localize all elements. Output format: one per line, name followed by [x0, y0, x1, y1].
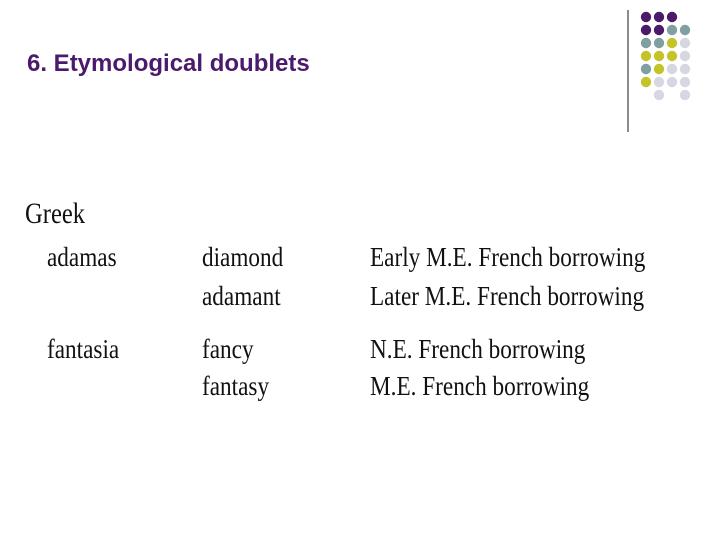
decorative-dot: [641, 38, 651, 48]
doublet-word: diamond: [202, 242, 284, 272]
doublet-word: fancy: [202, 334, 254, 364]
decorative-dot: [641, 77, 651, 87]
decorative-dot: [680, 25, 690, 35]
decorative-dot: [641, 25, 651, 35]
decorative-dot: [680, 90, 690, 100]
borrowing-note: Later M.E. French borrowing: [370, 281, 645, 311]
source-word: adamas: [47, 242, 117, 272]
decorative-dot: [680, 77, 690, 87]
decorative-dot: [654, 51, 664, 61]
decorative-divider-line: [627, 10, 629, 132]
decorative-dot: [667, 25, 677, 35]
source-word: fantasia: [47, 334, 120, 364]
decorative-dot: [680, 51, 690, 61]
decorative-dot: [641, 64, 651, 74]
decorative-dot: [654, 64, 664, 74]
decorative-dot: [641, 51, 651, 61]
borrowing-note: M.E. French borrowing: [370, 371, 590, 401]
decorative-dot: [654, 77, 664, 87]
doublet-word: adamant: [202, 281, 281, 311]
decorative-dot: [654, 90, 664, 100]
decorative-dot: [654, 12, 664, 22]
decorative-dot: [667, 77, 677, 87]
decorative-dot: [680, 64, 690, 74]
decorative-dot: [667, 38, 677, 48]
decorative-dot: [654, 25, 664, 35]
borrowing-note: N.E. French borrowing: [370, 334, 586, 364]
doublet-word: fantasy: [202, 371, 270, 401]
decorative-dot: [667, 12, 677, 22]
decorative-dot: [667, 64, 677, 74]
decorative-dot: [680, 38, 690, 48]
decorative-dot: [667, 51, 677, 61]
decorative-dot: [654, 38, 664, 48]
decorative-dot: [641, 12, 651, 22]
borrowing-note: Early M.E. French borrowing: [370, 242, 646, 272]
section-heading: Greek: [25, 197, 86, 230]
slide-title: 6. Etymological doublets: [27, 50, 310, 77]
